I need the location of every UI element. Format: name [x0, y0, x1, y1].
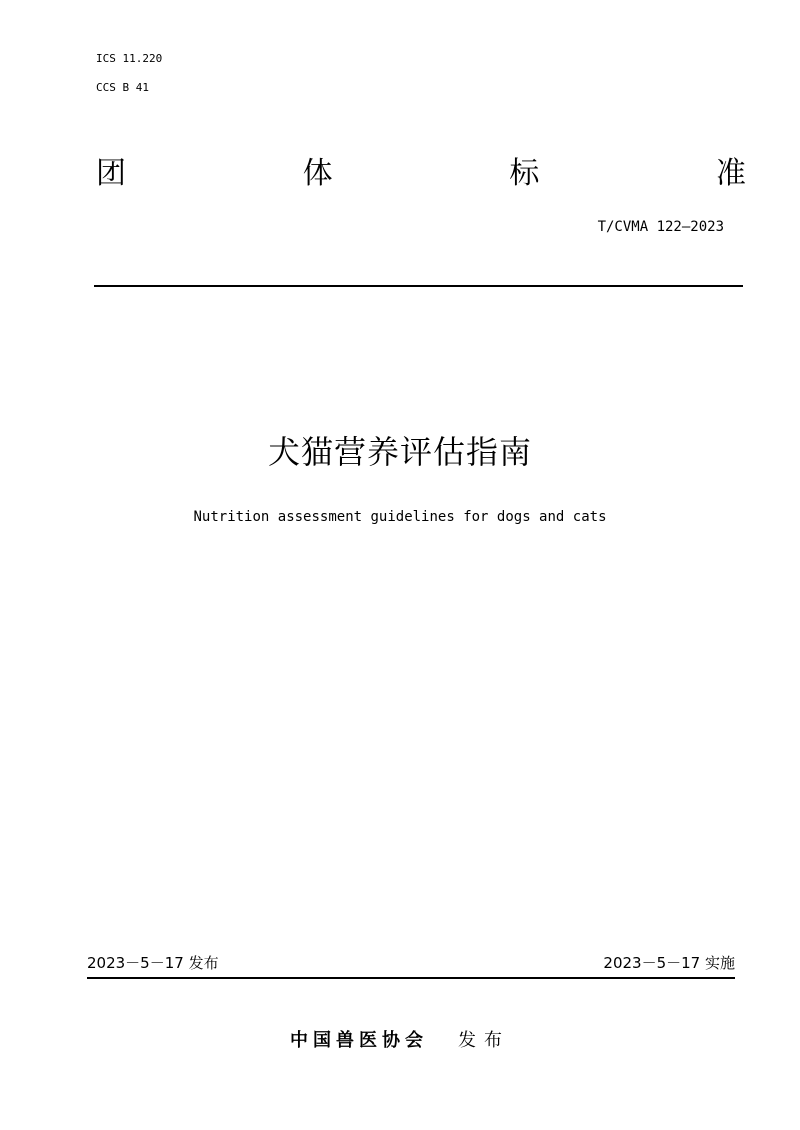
header-divider — [94, 285, 743, 287]
standard-type-char: 体 — [302, 156, 333, 191]
publisher-issued-label: 发布 — [458, 1030, 510, 1051]
ics-code: ICS 11.220 — [96, 52, 163, 65]
footer-divider — [87, 977, 735, 979]
document-title-chinese: 犬猫营养评估指南 — [267, 433, 532, 471]
document-title-english: Nutrition assessment guidelines for dogs and cats — [193, 509, 607, 525]
standard-type-char: 团 — [96, 156, 126, 191]
date-row — [87, 952, 735, 974]
standard-number: T/CVMA 122—2023 — [597, 219, 724, 235]
ccs-code: CCS B 41 — [96, 81, 149, 94]
effective-date: 2023－5－17 实施 — [603, 954, 735, 972]
standard-type-char: 准 — [715, 156, 746, 191]
standard-type-char: 标 — [509, 156, 540, 191]
publisher-name: 中国兽医协会 — [290, 1030, 428, 1051]
standard-type-heading — [96, 154, 746, 194]
classification-codes — [96, 52, 162, 95]
issue-date: 2023－5－17 发布 — [87, 954, 219, 972]
publisher-line — [0, 1028, 800, 1054]
